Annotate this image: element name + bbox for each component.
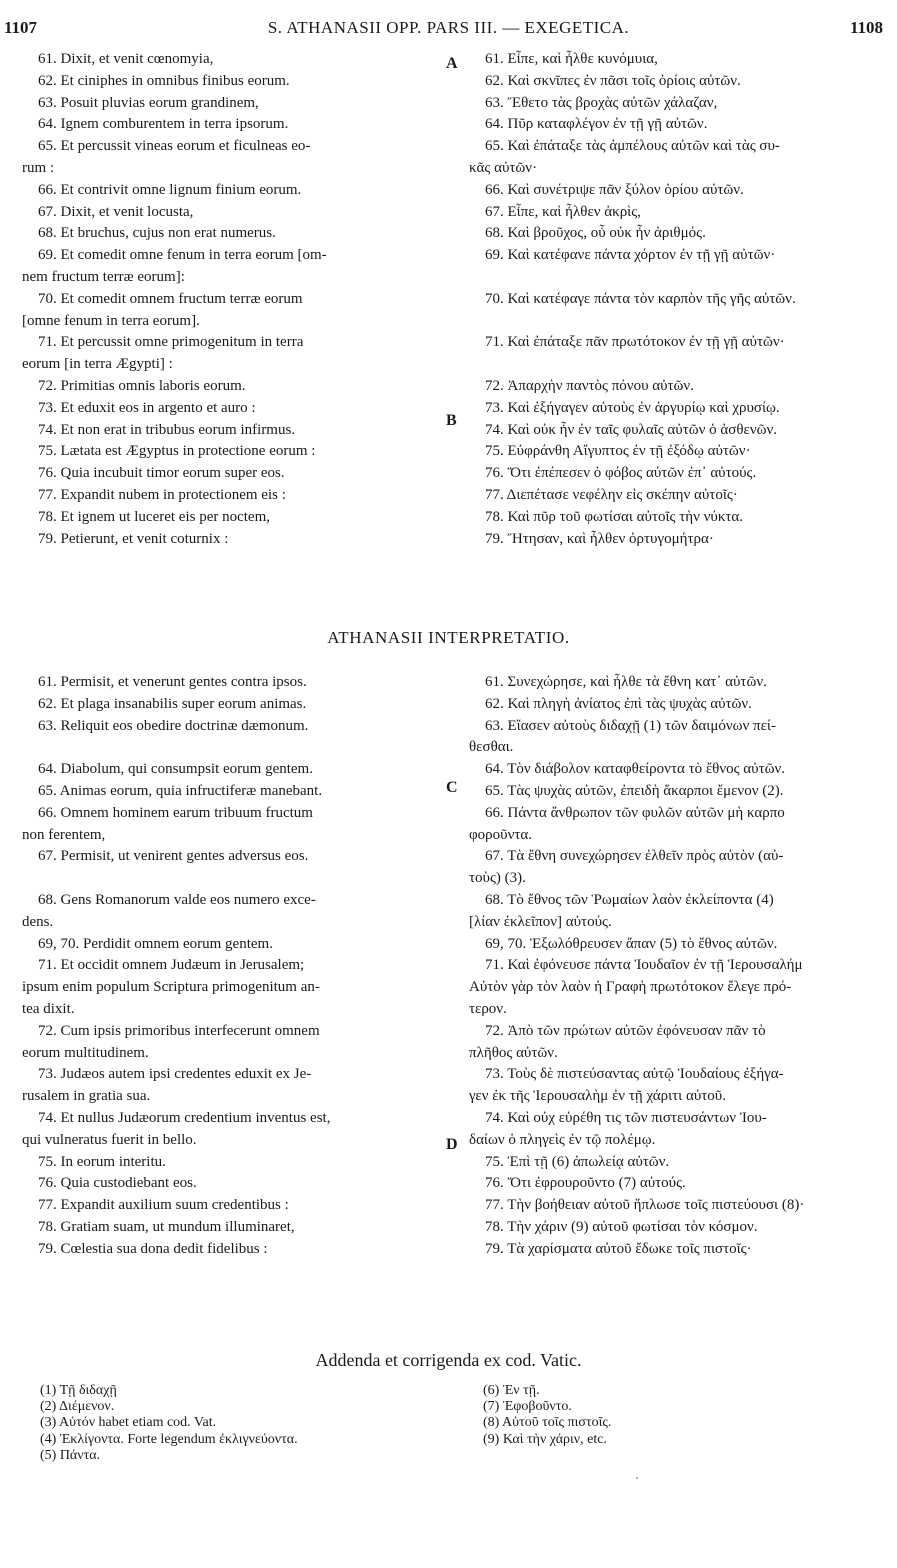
psalm-latin-line: 68. Et bruchus, cujus non erat numerus. <box>38 225 276 242</box>
psalm-latin-line: 70. Et comedit omnem fructum terræ eorum <box>38 290 303 307</box>
interpretation-latin-line: 79. Cœlestia sua dona dedit fidelibus : <box>38 1240 268 1257</box>
interpretation-latin-line: 67. Permisit, ut venirent gentes adversus eos. <box>38 848 309 865</box>
psalm-greek-line: κᾶς αὐτῶν· <box>469 159 538 176</box>
psalm-latin-line: 77. Expandit nubem in protectionem eis : <box>38 486 286 503</box>
interpretation-greek-line: θεσθαι. <box>469 739 514 756</box>
addenda-right-column <box>483 1383 611 1448</box>
interpretation-latin-line: 71. Et occidit omnem Judæum in Jerusalem; <box>38 957 305 974</box>
interpretation-greek-line: 62. Καὶ πληγὴ ἀνίατος ἐπὶ τὰς ψυχὰς αὐτῶν. <box>485 695 752 712</box>
psalm-latin-line: 66. Et contrivit omne lignum finium eorum. <box>38 181 302 198</box>
interpretation-latin-line: dens. <box>22 913 54 930</box>
margin-marker-d: D <box>446 1136 458 1153</box>
interpretation-greek-line: 78. Τὴν χάριν (9) αὐτοῦ φωτίσαι τὸν κόσμον. <box>485 1218 758 1235</box>
margin-marker-a: A <box>446 55 458 72</box>
interpretation-greek-line: [λίαν ἐκλεῖπον] αὐτούς. <box>469 913 612 930</box>
interpretation-latin-column <box>22 672 442 1261</box>
interpretation-greek-line: 61. Συνεχώρησε, καὶ ἦλθε τὰ ἔθνη κατ᾽ αὐτῶν. <box>485 674 767 690</box>
addenda-note: (6) Ἐν τῇ. <box>483 1383 540 1398</box>
psalm-latin-line: 74. Et non erat in tribubus eorum infirmus. <box>38 421 296 438</box>
interpretation-greek-line: πλῆθος αὐτῶν. <box>469 1044 558 1061</box>
psalm-latin-line: 61. Dixit, et venit cœnomyia, <box>38 51 214 67</box>
interpretation-title: ATHANASII INTERPRETATIO. <box>327 628 570 647</box>
psalm-greek-line: 65. Καὶ ἐπάταξε τὰς ἀμπέλους αὐτῶν καὶ τὰς συ- <box>485 138 780 155</box>
psalm-latin-column <box>22 49 442 550</box>
interpretation-greek-line: 77. Τὴν βοήθειαν αὐτοῦ ἥπλωσε τοῖς πιστεύουσι (8)· <box>485 1197 805 1214</box>
interpretation-latin-line: tea dixit. <box>22 1000 75 1017</box>
psalm-greek-line: 62. Καὶ σκνῖπες ἐν πᾶσι τοῖς ὁρίοις αὐτῶν. <box>485 72 741 89</box>
addenda-note: (7) Ἐφοβοῦντο. <box>483 1399 572 1415</box>
interpretation-latin-line: 68. Gens Romanorum valde eos numero exce- <box>38 891 316 908</box>
addenda-note: (8) Αὐτοῦ τοῖς πιστοῖς. <box>483 1415 612 1431</box>
interpretation-greek-line: 76. Ὅτι ἐφρουροῦντο (7) αὐτούς. <box>485 1175 686 1192</box>
interpretation-latin-line: 61. Permisit, et venerunt gentes contra ipsos. <box>38 674 307 690</box>
interpretation-greek-line: 79. Τὰ χαρίσματα αὐτοῦ ἔδωκε τοῖς πιστοῖς· <box>485 1240 752 1257</box>
psalm-greek-line: 73. Καὶ ἐξήγαγεν αὐτοὺς ἐν ἀργυρίῳ καὶ χρυσίῳ. <box>485 399 780 416</box>
interpretation-latin-line: 63. Reliquit eos obedire doctrinæ dæmonum. <box>38 717 309 734</box>
psalm-latin-line: nem fructum terræ eorum]: <box>22 268 185 285</box>
interpretation-greek-line: Αὐτὸν γὰρ τὸν λαὸν ἡ Γραφὴ πρωτότοκον ἔλεγε πρό- <box>469 979 792 996</box>
interpretation-greek-line: 67. Τὰ ἔθνη συνεχώρησεν ἐλθεῖν πρὸς αὐτὸν (αὐ- <box>485 848 784 865</box>
psalm-greek-line <box>469 311 887 333</box>
interpretation-latin-line: 66. Omnem hominem earum tribuum fructum <box>38 804 313 821</box>
addenda-title: Addenda et corrigenda ex cod. Vatic. <box>315 1350 582 1370</box>
psalm-greek-line: 78. Καὶ πῦρ τοῦ φωτίσαι αὐτοῖς τὴν νύκτα. <box>485 508 744 525</box>
interpretation-greek-line: γεν ἐκ τῆς Ἱερουσαλὴμ ἐν τῇ χάριτι αὐτοῦ. <box>469 1088 726 1105</box>
psalm-latin-line: 72. Primitias omnis laboris eorum. <box>38 377 246 394</box>
interpretation-greek-line: 74. Καὶ οὐχ εὑρέθη τις τῶν πιστευσάντων Ἰου- <box>485 1109 767 1126</box>
right-page-number: 1108 <box>849 18 883 37</box>
interpretation-latin-line: 72. Cum ipsis primoribus interfecerunt omnem <box>38 1022 320 1039</box>
psalm-latin-line: 75. Lætata est Ægyptus in protectione eorum : <box>38 443 316 460</box>
addenda-left-column <box>40 1383 298 1464</box>
addenda-note: (1) Τῇ διδαχῇ <box>40 1383 117 1398</box>
psalm-greek-line: 76. Ὅτι ἐπέπεσεν ὁ φόβος αὐτῶν ἐπ᾽ αὐτούς. <box>485 465 757 482</box>
interpretation-greek-line: 72. Ἀπὸ τῶν πρώτων αὐτῶν ἐφόνευσαν πᾶν τὸ <box>485 1022 766 1039</box>
psalm-latin-line: 69. Et comedit omne fenum in terra eorum [om- <box>38 247 327 264</box>
interpretation-greek-line: φοροῦντα. <box>469 826 532 843</box>
psalm-greek-line: 69. Καὶ κατέφανε πάντα χόρτον ἐν τῇ γῇ αὐτῶν· <box>485 247 776 264</box>
interpretation-latin-line: 75. In eorum interitu. <box>38 1153 166 1170</box>
interpretation-greek-line: 68. Τὸ ἔθνος τῶν Ῥωμαίων λαὸν ἐκλείποντα (4) <box>485 891 774 908</box>
psalm-greek-line: 72. Ἀπαρχὴν παντὸς πόνου αὐτῶν. <box>485 377 694 394</box>
psalm-latin-line: rum : <box>22 159 55 176</box>
psalm-latin-line: 76. Quia incubuit timor eorum super eos. <box>38 465 285 482</box>
interpretation-latin-line: 64. Diabolum, qui consumpsit eorum gentem. <box>38 761 313 778</box>
psalm-greek-line: 64. Πῦρ καταφλέγον ἐν τῇ γῇ αὐτῶν. <box>485 116 708 133</box>
interpretation-latin-line: 69, 70. Perdidit omnem eorum gentem. <box>38 935 273 952</box>
psalm-greek-column <box>469 49 887 550</box>
interpretation-greek-line: 71. Καὶ ἐφόνευσε πάντα Ἰουδαῖον ἐν τῇ Ἱερουσαλήμ <box>485 957 803 974</box>
psalm-latin-line: 64. Ignem comburentem in terra ipsorum. <box>38 116 289 133</box>
interpretation-latin-line: 65. Animas eorum, quia infructiferæ manebant. <box>38 782 323 799</box>
interpretation-greek-line: τερον. <box>469 1000 507 1017</box>
interpretation-greek-line: 64. Τὸν διάβολον καταφθείροντα τὸ ἔθνος αὐτῶν. <box>485 761 786 778</box>
interpretation-greek-column <box>469 672 887 1261</box>
psalm-greek-line: 63. Ἔθετο τὰς βροχὰς αὐτῶν χάλαζαν, <box>485 94 718 111</box>
interpretation-latin-line: 78. Gratiam suam, ut mundum illuminaret, <box>38 1218 295 1235</box>
psalm-latin-line: 65. Et percussit vineas eorum et ficulneas eo- <box>38 138 311 155</box>
interpretation-latin-line: 73. Judæos autem ipsi credentes eduxit ex Je- <box>38 1066 312 1083</box>
addenda-note: (9) Καὶ τὴν χάριν, etc. <box>483 1431 607 1447</box>
interpretation-latin-line: 76. Quia custodiebant eos. <box>38 1175 197 1192</box>
margin-marker-c: C <box>446 779 458 796</box>
interpretation-greek-line: 65. Τὰς ψυχὰς αὐτῶν, ἐπειδὴ ἄκαρποι ἔμενον (2). <box>485 782 784 799</box>
interpretation-greek-line: 73. Τοὺς δὲ πιστεύσαντας αὐτῷ Ἰουδαίους ἐξήγα- <box>485 1066 784 1083</box>
left-page-number: 1107 <box>4 18 38 37</box>
interpretation-latin-line: eorum multitudinem. <box>22 1044 149 1061</box>
interpretation-greek-line: 69, 70. Ἐξωλόθρευσεν ἅπαν (5) τὸ ἔθνος αὐτῶν. <box>485 935 778 952</box>
psalm-latin-line: 73. Et eduxit eos in argento et auro : <box>38 399 256 416</box>
psalm-latin-line: [omne fenum in terra eorum]. <box>22 312 200 329</box>
addenda-note: (5) Πάντα. <box>40 1447 101 1463</box>
interpretation-greek-line: δαίων ὁ πληγεὶς ἐν τῷ πολέμῳ. <box>469 1131 656 1148</box>
interpretation-greek-line: 75. Ἐπὶ τῇ (6) ἀπωλείᾳ αὐτῶν. <box>485 1153 670 1170</box>
interpretation-latin-line <box>22 868 442 890</box>
addenda-note: (3) Αὐτόν habet etiam cod. Vat. <box>40 1415 217 1431</box>
psalm-greek-line: 75. Εὐφράνθη Αἴγυπτος ἐν τῇ ἐξόδῳ αὐτῶν· <box>485 443 751 460</box>
interpretation-greek-line: τοὺς) (3). <box>469 870 526 887</box>
psalm-greek-line: 67. Εἶπε, καὶ ἦλθεν ἀκρὶς, <box>485 203 641 220</box>
interpretation-latin-line <box>22 737 442 759</box>
psalm-latin-line: eorum [in terra Ægypti] : <box>22 356 173 373</box>
running-title: S. ATHANASII OPP. PARS III. — EXEGETICA. <box>267 18 630 37</box>
psalm-greek-line <box>469 267 887 289</box>
interpretation-latin-line: 74. Et nullus Judæorum credentium inventus est, <box>38 1109 331 1126</box>
psalm-latin-line: 78. Et ignem ut luceret eis per noctem, <box>38 508 271 525</box>
interpretation-latin-line: qui vulneratus fuerit in bello. <box>22 1131 197 1148</box>
interpretation-latin-line: 77. Expandit auxilium suum credentibus : <box>38 1197 289 1214</box>
psalm-greek-line: 66. Καὶ συνέτριψε πᾶν ξύλον ὁρίου αὐτῶν. <box>485 181 744 198</box>
interpretation-latin-line: non ferentem, <box>22 826 106 843</box>
psalm-greek-line: 71. Καὶ ἐπάταξε πᾶν πρωτότοκον ἐν τῇ γῇ αὐτῶν· <box>485 334 785 351</box>
psalm-latin-line: 79. Petierunt, et venit coturnix : <box>38 530 229 547</box>
print-speck <box>636 1477 638 1479</box>
interpretation-greek-line: 66. Πάντα ἄνθρωπον τῶν φυλῶν αὐτῶν μὴ καρπο <box>485 804 785 821</box>
psalm-greek-line <box>469 354 887 376</box>
psalm-latin-line: 71. Et percussit omne primogenitum in terra <box>38 334 304 351</box>
psalm-greek-line: 77. Διεπέτασε νεφέλην εἰς σκέπην αὐτοῖς· <box>485 486 738 503</box>
psalm-greek-line: 70. Καὶ κατέφαγε πάντα τὸν καρπὸν τῆς γῆς αὐτῶν. <box>485 290 796 307</box>
psalm-latin-line: 67. Dixit, et venit locusta, <box>38 203 194 220</box>
psalm-greek-line: 74. Καὶ οὐκ ἦν ἐν ταῖς φυλαῖς αὐτῶν ὁ ἀσθενῶν. <box>485 421 778 438</box>
interpretation-latin-line: ipsum enim populum Scriptura primogenitum an- <box>22 979 320 996</box>
interpretation-greek-line: 63. Εἴασεν αὐτοὺς διδαχῇ (1) τῶν δαιμόνων πεί- <box>485 717 776 734</box>
psalm-greek-line: 68. Καὶ βροῦχος, οὗ οὐκ ἦν ἀριθμός. <box>485 225 706 242</box>
addenda-note: (2) Διέμενον. <box>40 1399 115 1415</box>
interpretation-latin-line: 62. Et plaga insanabilis super eorum animas. <box>38 695 307 712</box>
addenda-note: (4) Ἐκλίγοντα. Forte legendum ἐκλιγνεύοντα. <box>40 1431 298 1447</box>
psalm-latin-line: 62. Et ciniphes in omnibus finibus eorum. <box>38 72 290 89</box>
psalm-latin-line: 63. Posuit pluvias eorum grandinem, <box>38 94 259 111</box>
running-header <box>0 18 897 44</box>
psalm-greek-line: 61. Εἶπε, καὶ ἦλθε κυνόμυια, <box>485 51 658 67</box>
interpretation-latin-line: rusalem in gratia sua. <box>22 1088 151 1105</box>
margin-marker-b: B <box>446 412 457 429</box>
psalm-greek-line: 79. Ἤτησαν, καὶ ἦλθεν ὀρτυγομήτρα· <box>485 530 714 547</box>
